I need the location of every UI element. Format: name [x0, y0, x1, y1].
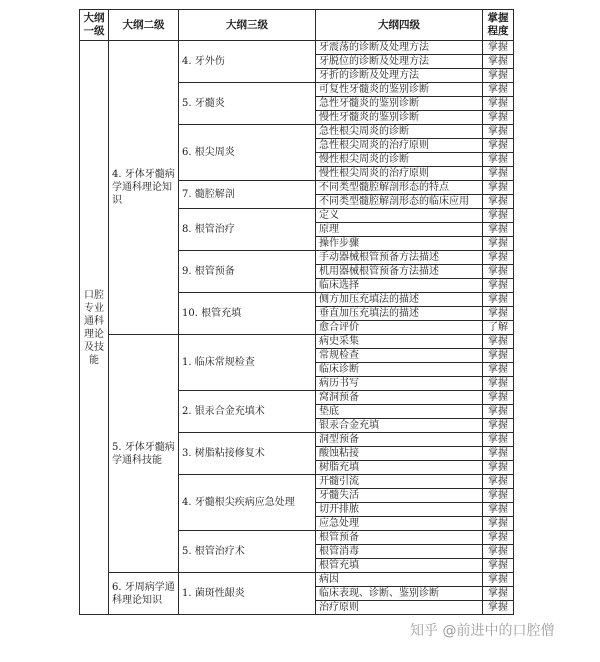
mastery-cell: 掌握 [483, 125, 514, 139]
header-level4: 大纲四级 [316, 10, 483, 41]
level3-cell: 9. 根管预备 [179, 251, 316, 293]
level2-cell: 5. 牙体牙髓病学通科技能 [109, 335, 179, 573]
level4-cell: 手动器械根管预备方法描述 [316, 251, 483, 265]
table-body [80, 41, 514, 615]
mastery-cell: 掌握 [483, 111, 514, 125]
level4-cell: 治疗原则 [316, 601, 483, 615]
level3-cell: 8. 根管治疗 [179, 209, 316, 251]
level3-cell: 3. 树脂粘接修复术 [179, 433, 316, 475]
mastery-cell: 掌握 [483, 167, 514, 181]
mastery-cell: 掌握 [483, 97, 514, 111]
level2-cell: 6. 牙周病学通科理论知识 [109, 573, 179, 615]
mastery-cell: 掌握 [483, 153, 514, 167]
level4-cell: 病史采集 [316, 335, 483, 349]
mastery-cell: 掌握 [483, 601, 514, 615]
mastery-cell: 掌握 [483, 461, 514, 475]
level3-cell: 10. 根管充填 [179, 293, 316, 335]
level4-cell: 根管消毒 [316, 545, 483, 559]
level4-cell: 急性牙髓炎的鉴别诊断 [316, 97, 483, 111]
level4-cell: 原理 [316, 223, 483, 237]
level4-cell: 愈合评价 [316, 321, 483, 335]
mastery-cell: 了解 [483, 321, 514, 335]
header-row [80, 10, 514, 41]
table-row [80, 41, 514, 55]
mastery-cell: 掌握 [483, 545, 514, 559]
level4-cell: 开髓引流 [316, 475, 483, 489]
header-level1: 大纲一级 [80, 10, 109, 41]
level4-cell: 急性根尖周炎的诊断 [316, 125, 483, 139]
level4-cell: 树脂充填 [316, 461, 483, 475]
level4-cell: 临床选择 [316, 279, 483, 293]
syllabus-table [79, 9, 514, 615]
mastery-cell: 掌握 [483, 573, 514, 587]
level4-cell: 临床表现、诊断、鉴别诊断 [316, 587, 483, 601]
mastery-cell: 掌握 [483, 55, 514, 69]
mastery-cell: 掌握 [483, 391, 514, 405]
mastery-cell: 掌握 [483, 517, 514, 531]
level4-cell: 可复性牙髓炎的鉴别诊断 [316, 83, 483, 97]
mastery-cell: 掌握 [483, 377, 514, 391]
mastery-cell: 掌握 [483, 223, 514, 237]
level3-cell: 5. 牙髓炎 [179, 83, 316, 125]
header-mastery: 掌握程度 [483, 10, 514, 41]
level4-cell: 侧方加压充填法的描述 [316, 293, 483, 307]
mastery-cell: 掌握 [483, 69, 514, 83]
header-level2: 大纲二级 [109, 10, 179, 41]
mastery-cell: 掌握 [483, 559, 514, 573]
level3-cell: 7. 髓腔解剖 [179, 181, 316, 209]
level3-cell: 6. 根尖周炎 [179, 125, 316, 181]
level4-cell: 酸蚀粘接 [316, 447, 483, 461]
level4-cell: 不同类型髓腔解剖形态的临床应用 [316, 195, 483, 209]
level3-cell: 1. 临床常规检查 [179, 335, 316, 391]
header-level3: 大纲三级 [179, 10, 316, 41]
level3-cell: 4. 牙外伤 [179, 41, 316, 83]
level4-cell: 不同类型髓腔解剖形态的特点 [316, 181, 483, 195]
level4-cell: 切开排脓 [316, 503, 483, 517]
level4-cell: 应急处理 [316, 517, 483, 531]
level4-cell: 病因 [316, 573, 483, 587]
mastery-cell: 掌握 [483, 195, 514, 209]
mastery-cell: 掌握 [483, 587, 514, 601]
level4-cell: 机用器械根管预备方法描述 [316, 265, 483, 279]
mastery-cell: 掌握 [483, 181, 514, 195]
table-row [80, 335, 514, 349]
level3-cell: 5. 根管治疗术 [179, 531, 316, 573]
mastery-cell: 掌握 [483, 489, 514, 503]
mastery-cell: 掌握 [483, 335, 514, 349]
level2-cell: 4. 牙体牙髓病学通科理论知识 [109, 41, 179, 335]
level1-cell: 口腔专业通科理论及技能 [80, 41, 109, 615]
level4-cell: 牙折的诊断及处理方法 [316, 69, 483, 83]
level4-cell: 牙震荡的诊断及处理方法 [316, 41, 483, 55]
level3-cell: 2. 银汞合金充填术 [179, 391, 316, 433]
mastery-cell: 掌握 [483, 349, 514, 363]
mastery-cell: 掌握 [483, 363, 514, 377]
level4-cell: 急性根尖周炎的治疗原则 [316, 139, 483, 153]
mastery-cell: 掌握 [483, 419, 514, 433]
mastery-cell: 掌握 [483, 41, 514, 55]
level3-cell: 1. 菌斑性龈炎 [179, 573, 316, 615]
level4-cell: 窝洞预备 [316, 391, 483, 405]
mastery-cell: 掌握 [483, 503, 514, 517]
mastery-cell: 掌握 [483, 293, 514, 307]
level4-cell: 银汞合金充填 [316, 419, 483, 433]
mastery-cell: 掌握 [483, 237, 514, 251]
level4-cell: 牙髓失活 [316, 489, 483, 503]
mastery-cell: 掌握 [483, 307, 514, 321]
level4-cell: 垫底 [316, 405, 483, 419]
level4-cell: 牙脱位的诊断及处理方法 [316, 55, 483, 69]
level4-cell: 定义 [316, 209, 483, 223]
watermark: 知乎 @前进中的口腔僧 [410, 623, 555, 639]
level4-cell: 慢性牙髓炎的鉴别诊断 [316, 111, 483, 125]
mastery-cell: 掌握 [483, 265, 514, 279]
mastery-cell: 掌握 [483, 531, 514, 545]
level4-cell: 根管充填 [316, 559, 483, 573]
mastery-cell: 掌握 [483, 209, 514, 223]
mastery-cell: 掌握 [483, 279, 514, 293]
level4-cell: 洞型预备 [316, 433, 483, 447]
level4-cell: 垂直加压充填法的描述 [316, 307, 483, 321]
mastery-cell: 掌握 [483, 433, 514, 447]
mastery-cell: 掌握 [483, 405, 514, 419]
level4-cell: 慢性根尖周炎的治疗原则 [316, 167, 483, 181]
level4-cell: 根管预备 [316, 531, 483, 545]
mastery-cell: 掌握 [483, 475, 514, 489]
mastery-cell: 掌握 [483, 447, 514, 461]
level4-cell: 操作步骤 [316, 237, 483, 251]
table-row [80, 573, 514, 587]
mastery-cell: 掌握 [483, 83, 514, 97]
mastery-cell: 掌握 [483, 251, 514, 265]
level4-cell: 临床诊断 [316, 363, 483, 377]
level3-cell: 4. 牙髓根尖疾病应急处理 [179, 475, 316, 531]
mastery-cell: 掌握 [483, 139, 514, 153]
level4-cell: 常规检查 [316, 349, 483, 363]
level4-cell: 病历书写 [316, 377, 483, 391]
level4-cell: 慢性根尖周炎的诊断 [316, 153, 483, 167]
